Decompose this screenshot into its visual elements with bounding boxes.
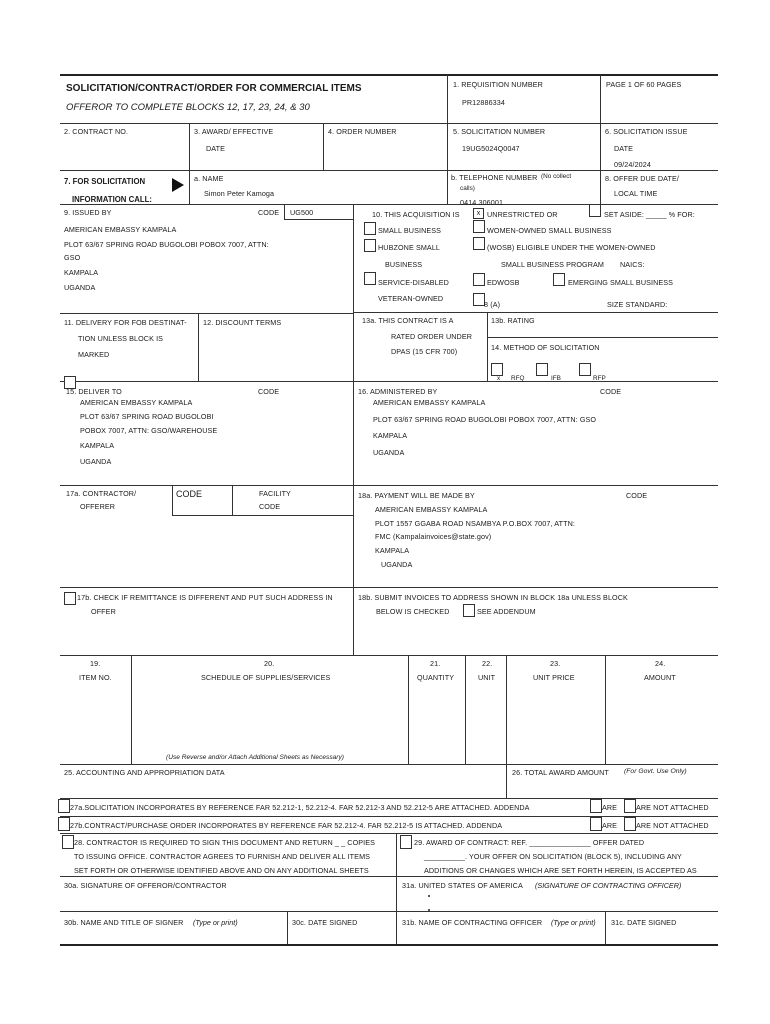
addenda-are-checkbox-2[interactable] bbox=[590, 817, 602, 831]
remittance-checkbox[interactable] bbox=[64, 592, 76, 605]
rule bbox=[60, 876, 718, 877]
solicitation-method-label: 14. METHOD OF SOLICITATION bbox=[491, 343, 600, 352]
payment-label: 18a. PAYMENT WILL BE MADE BY bbox=[358, 491, 475, 500]
rule bbox=[60, 313, 353, 314]
deliver-to-line: PLOT 63/67 SPRING ROAD BUGOLOBI bbox=[80, 412, 214, 421]
facility-label: FACILITY bbox=[259, 489, 291, 498]
rule bbox=[600, 74, 601, 204]
rule bbox=[287, 911, 288, 944]
sdvosb-label-2: VETERAN-OWNED bbox=[378, 294, 444, 303]
rfp-label: RFP bbox=[593, 375, 606, 382]
are-not-label: ARE NOT ATTACHED bbox=[636, 803, 709, 812]
contractor-label-2: OFFERER bbox=[80, 502, 116, 511]
offer-due-label: 8. OFFER DUE DATE/ bbox=[605, 174, 679, 183]
contractor-required-label-2: TO ISSUING OFFICE. CONTRACTOR AGREES TO FURNISH AND DELIVER ALL ITEMS bbox=[74, 852, 371, 861]
rule bbox=[60, 170, 718, 171]
rule bbox=[487, 337, 718, 338]
info-call-label: 7. FOR SOLICITATION bbox=[64, 177, 146, 186]
addenda-are-not-checkbox-2[interactable] bbox=[624, 817, 636, 831]
co-date-signed-label: 31c. DATE SIGNED bbox=[611, 918, 677, 927]
wosb-checkbox[interactable] bbox=[473, 220, 485, 233]
rated-order-label-2: RATED ORDER UNDER bbox=[391, 332, 473, 341]
addenda-are-checkbox[interactable] bbox=[590, 799, 602, 813]
issued-by-line: AMERICAN EMBASSY KAMPALA bbox=[64, 225, 177, 234]
solicitation-number-label: 5. SOLICITATION NUMBER bbox=[453, 127, 546, 136]
rule bbox=[465, 655, 466, 764]
administered-by-line: UGANDA bbox=[373, 448, 405, 457]
col-item-number: 19. bbox=[90, 659, 101, 668]
payment-line: AMERICAN EMBASSY KAMPALA bbox=[375, 505, 488, 514]
rule bbox=[353, 312, 718, 313]
rfp-checkbox[interactable] bbox=[579, 363, 591, 376]
fob-label: 11. DELIVERY FOR FOB DESTINAT- bbox=[64, 318, 187, 327]
deliver-to-line: UGANDA bbox=[80, 457, 112, 466]
sb-program-label: SMALL BUSINESS PROGRAM bbox=[501, 260, 604, 269]
remittance-label-2: OFFER bbox=[91, 607, 116, 616]
dot-icon bbox=[428, 909, 430, 911]
remittance-label: 17b. CHECK IF REMITTANCE IS DIFFERENT AND PUT SUCH ADDRESS IN bbox=[77, 593, 333, 602]
payment-code-label: CODE bbox=[626, 491, 648, 500]
unrestricted-checkbox[interactable]: x bbox=[473, 208, 484, 219]
co-name-note: (Type or print) bbox=[551, 918, 596, 927]
award-label: 29. AWARD OF CONTRACT: REF. _______________ OFFER DATED bbox=[414, 838, 645, 847]
offer-due-label-2: LOCAL TIME bbox=[614, 189, 658, 198]
telephone-label: b. TELEPHONE NUMBER bbox=[451, 173, 538, 182]
rule bbox=[232, 485, 233, 515]
rule bbox=[60, 655, 718, 656]
payment-line: FMC (Kampalainvoices@state.gov) bbox=[375, 532, 492, 541]
issued-by-line: GSO bbox=[64, 253, 81, 262]
page-count: PAGE 1 OF 60 PAGES bbox=[606, 80, 682, 89]
unrestricted-label: UNRESTRICTED OR bbox=[487, 210, 558, 219]
col-schedule-number: 20. bbox=[264, 659, 275, 668]
emerging-checkbox[interactable] bbox=[553, 273, 565, 286]
rule bbox=[60, 764, 718, 765]
issued-by-code-label: CODE bbox=[258, 208, 280, 217]
order-number-label: 4. ORDER NUMBER bbox=[328, 127, 397, 136]
contractor-code-label: CODE bbox=[176, 489, 203, 499]
contractor-required-label-3: SET FORTH OR OTHERWISE IDENTIFIED ABOVE AND ON ANY ADDITIONAL SHEETS bbox=[74, 866, 369, 875]
edwosb-eligible-checkbox[interactable] bbox=[473, 237, 485, 250]
col-amount-label: AMOUNT bbox=[644, 673, 676, 682]
set-aside-label: SET ASIDE: _____ % FOR: bbox=[604, 210, 695, 219]
solicitation-incorporates-label: 27a.SOLICITATION INCORPORATES BY REFERENCE FAR 52.212-1, 52.212-4. FAR 52.212-3 AND 52.212-5 ARE ATTACHED. ADDENDA bbox=[70, 803, 530, 812]
rule bbox=[60, 798, 718, 799]
form-title: SOLICITATION/CONTRACT/ORDER FOR COMMERCIAL ITEMS bbox=[66, 83, 362, 94]
rule bbox=[506, 655, 507, 798]
are-label-2: ARE bbox=[602, 821, 618, 830]
issue-date-label: 6. SOLICITATION ISSUE bbox=[605, 127, 688, 136]
telephone-value[interactable]: 0414 306001 bbox=[460, 198, 504, 207]
col-unit-price-number: 23. bbox=[550, 659, 561, 668]
rule bbox=[408, 655, 409, 764]
arrow-right-icon bbox=[172, 178, 184, 192]
schedule-note: (Use Reverse and/or Attach Additional Sheets as Necessary) bbox=[166, 754, 344, 761]
top-border bbox=[60, 74, 718, 76]
rule bbox=[396, 833, 397, 944]
administered-by-line: KAMPALA bbox=[373, 431, 408, 440]
rule bbox=[60, 816, 718, 817]
telephone-note: (No collect bbox=[541, 173, 572, 180]
see-addendum-label: SEE ADDENDUM bbox=[477, 607, 536, 616]
contractor-required-label: 28. CONTRACTOR IS REQUIRED TO SIGN THIS DOCUMENT AND RETURN _ _ COPIES bbox=[74, 838, 376, 847]
administered-by-line: PLOT 63/67 SPRING ROAD BUGOLOBI POBOX 7007, ATTN: GSO bbox=[373, 415, 597, 424]
deliver-to-line: AMERICAN EMBASSY KAMPALA bbox=[80, 398, 193, 407]
deliver-to-line: KAMPALA bbox=[80, 441, 115, 450]
discount-terms-label: 12. DISCOUNT TERMS bbox=[203, 318, 282, 327]
invoice-label: 18b. SUBMIT INVOICES TO ADDRESS SHOWN IN BLOCK 18a UNLESS BLOCK bbox=[358, 593, 628, 602]
contractor-label: 17a. CONTRACTOR/ bbox=[66, 489, 137, 498]
rule bbox=[60, 911, 718, 912]
rule bbox=[60, 123, 718, 124]
award-label-3: ADDITIONS OR CHANGES WHICH ARE SET FORTH HEREIN, IS ACCEPTED AS bbox=[424, 866, 697, 875]
signer-name-note: (Type or print) bbox=[193, 918, 238, 927]
award-date-label: 3. AWARD/ EFFECTIVE bbox=[194, 127, 274, 136]
rule bbox=[198, 313, 199, 381]
rule bbox=[60, 485, 718, 486]
telephone-note-2: calls) bbox=[460, 185, 475, 192]
requisition-value[interactable]: PR12886334 bbox=[462, 98, 505, 107]
emerging-label: EMERGING SMALL BUSINESS bbox=[568, 278, 674, 287]
co-signature-label: (SIGNATURE OF CONTRACTING OFFICER) bbox=[535, 881, 682, 890]
rule bbox=[172, 515, 353, 516]
dot-icon bbox=[428, 895, 430, 897]
sdvosb-checkbox[interactable] bbox=[364, 272, 376, 285]
facility-code-label: CODE bbox=[259, 502, 281, 511]
wosb-eligible-label: (WOSB) ELIGIBLE UNDER THE WOMEN-OWNED bbox=[487, 243, 656, 252]
contractor-sign-checkbox[interactable] bbox=[62, 835, 74, 849]
payment-line: KAMPALA bbox=[375, 546, 410, 555]
set-aside-checkbox[interactable] bbox=[589, 204, 601, 217]
are-label: ARE bbox=[602, 803, 618, 812]
eight-a-label: 8 (A) bbox=[484, 300, 501, 309]
rule bbox=[353, 204, 354, 655]
date-signed-label: 30c. DATE SIGNED bbox=[292, 918, 358, 927]
bottom-border bbox=[60, 944, 718, 946]
issued-by-line: UGANDA bbox=[64, 283, 96, 292]
invoice-label-2: BELOW IS CHECKED bbox=[376, 607, 450, 616]
issued-by-line: PLOT 63/67 SPRING ROAD BUGOLOBI POBOX 7007, ATTN: bbox=[64, 240, 269, 249]
co-name-label: 31b. NAME OF CONTRACTING OFFICER bbox=[402, 918, 543, 927]
col-unit-price-label: UNIT PRICE bbox=[533, 673, 575, 682]
are-not-label-2: ARE NOT ATTACHED bbox=[636, 821, 709, 830]
acquisition-label: 10. THIS ACQUISITION IS bbox=[372, 210, 460, 219]
total-award-label: 26. TOTAL AWARD AMOUNT bbox=[512, 768, 609, 777]
ifb-checkbox[interactable] bbox=[536, 363, 548, 376]
total-award-note: (For Govt. Use Only) bbox=[624, 768, 687, 775]
award-label-2: __________. YOUR OFFER ON SOLICITATION (BLOCK 5), INCLUDING ANY bbox=[424, 852, 682, 861]
rfq-label: RFQ bbox=[511, 375, 525, 382]
rule bbox=[60, 587, 718, 588]
addenda-are-not-checkbox[interactable] bbox=[624, 799, 636, 813]
issued-by-label: 9. ISSUED BY bbox=[64, 208, 112, 217]
form-subtitle: OFFEROR TO COMPLETE BLOCKS 12, 17, 23, 24, & 30 bbox=[66, 102, 310, 113]
col-schedule-label: SCHEDULE OF SUPPLIES/SERVICES bbox=[201, 673, 331, 682]
rule bbox=[189, 123, 190, 204]
edwosb-label: EDWOSB bbox=[487, 278, 520, 287]
name-label: a. NAME bbox=[194, 174, 224, 183]
issue-date-sub: DATE bbox=[614, 144, 634, 153]
see-addendum-checkbox[interactable] bbox=[463, 604, 475, 617]
deliver-to-label: 15. DELIVER TO bbox=[66, 387, 122, 396]
award-date-sub: DATE bbox=[206, 144, 226, 153]
accounting-label: 25. ACCOUNTING AND APPROPRIATION DATA bbox=[64, 768, 225, 777]
rule bbox=[60, 204, 718, 205]
col-quantity-number: 21. bbox=[430, 659, 441, 668]
signer-name-label: 30b. NAME AND TITLE OF SIGNER bbox=[64, 918, 184, 927]
far-contract-checkbox[interactable] bbox=[58, 817, 70, 831]
award-checkbox[interactable] bbox=[400, 835, 412, 849]
naics-label: NAICS: bbox=[620, 260, 645, 269]
deliver-to-line: POBOX 7007, ATTN: GSO/WAREHOUSE bbox=[80, 426, 218, 435]
wosb-label: WOMEN-OWNED SMALL BUSINESS bbox=[487, 226, 612, 235]
rfq-mark: x bbox=[497, 375, 501, 382]
rule bbox=[447, 170, 448, 204]
contract-incorporates-label: 27b.CONTRACT/PURCHASE ORDER INCORPORATES BY REFERENCE FAR 52.212-4. FAR 52.212-5 IS ATTACHED. ADDENDA bbox=[70, 821, 503, 830]
rule bbox=[605, 655, 606, 764]
deliver-to-code-label: CODE bbox=[258, 387, 280, 396]
rule bbox=[323, 123, 324, 170]
ifb-label: IFB bbox=[551, 375, 561, 382]
rating-label: 13b. RATING bbox=[491, 316, 535, 325]
info-call-label-2: INFORMATION CALL: bbox=[72, 195, 152, 204]
rule bbox=[447, 74, 448, 170]
rule bbox=[172, 485, 173, 515]
rule bbox=[60, 381, 718, 382]
far-attached-checkbox[interactable] bbox=[58, 799, 70, 813]
edwosb-checkbox[interactable] bbox=[473, 273, 485, 286]
offeror-signature-label: 30a. SIGNATURE OF OFFEROR/CONTRACTOR bbox=[64, 881, 227, 890]
rated-order-label-3: DPAS (15 CFR 700) bbox=[391, 347, 458, 356]
administered-by-code-label: CODE bbox=[600, 387, 622, 396]
fob-label-2: TION UNLESS BLOCK IS bbox=[78, 334, 164, 343]
col-unit-number: 22. bbox=[482, 659, 493, 668]
issue-date-value[interactable]: 09/24/2024 bbox=[614, 160, 651, 169]
rated-order-label: 13a. THIS CONTRACT IS A bbox=[362, 316, 454, 325]
payment-line: UGANDA bbox=[381, 560, 413, 569]
sdvosb-label: SERVICE-DISABLED bbox=[378, 278, 449, 287]
col-unit-label: UNIT bbox=[478, 673, 496, 682]
usa-label: 31a. UNITED STATES OF AMERICA bbox=[402, 881, 523, 890]
issued-by-code-value[interactable]: UG500 bbox=[290, 208, 314, 217]
rule bbox=[487, 312, 488, 381]
issued-by-line: KAMPALA bbox=[64, 268, 99, 277]
hubzone-label-2: BUSINESS bbox=[385, 260, 423, 269]
hubzone-checkbox[interactable] bbox=[364, 239, 376, 252]
administered-by-line: AMERICAN EMBASSY KAMPALA bbox=[373, 398, 486, 407]
small-business-label: SMALL BUSINESS bbox=[378, 226, 442, 235]
rule bbox=[60, 833, 718, 834]
rule bbox=[131, 655, 132, 764]
size-standard-label: SIZE STANDARD: bbox=[607, 300, 668, 309]
payment-line: PLOT 1557 GGABA ROAD NSAMBYA P.O.BOX 7007, ATTN: bbox=[375, 519, 576, 528]
name-value[interactable]: Simon Peter Kamoga bbox=[204, 189, 275, 198]
solicitation-number-value[interactable]: 19UG5024Q0047 bbox=[462, 144, 520, 153]
rule bbox=[605, 911, 606, 944]
fob-label-3: MARKED bbox=[78, 350, 110, 359]
contract-no-label: 2. CONTRACT NO. bbox=[64, 127, 129, 136]
requisition-label: 1. REQUISITION NUMBER bbox=[453, 80, 543, 89]
hubzone-label: HUBZONE SMALL bbox=[378, 243, 441, 252]
col-quantity-label: QUANTITY bbox=[417, 673, 455, 682]
col-amount-number: 24. bbox=[655, 659, 666, 668]
administered-by-label: 16. ADMINISTERED BY bbox=[358, 387, 438, 396]
small-business-checkbox[interactable] bbox=[364, 222, 376, 235]
col-item-label: ITEM NO. bbox=[79, 673, 112, 682]
